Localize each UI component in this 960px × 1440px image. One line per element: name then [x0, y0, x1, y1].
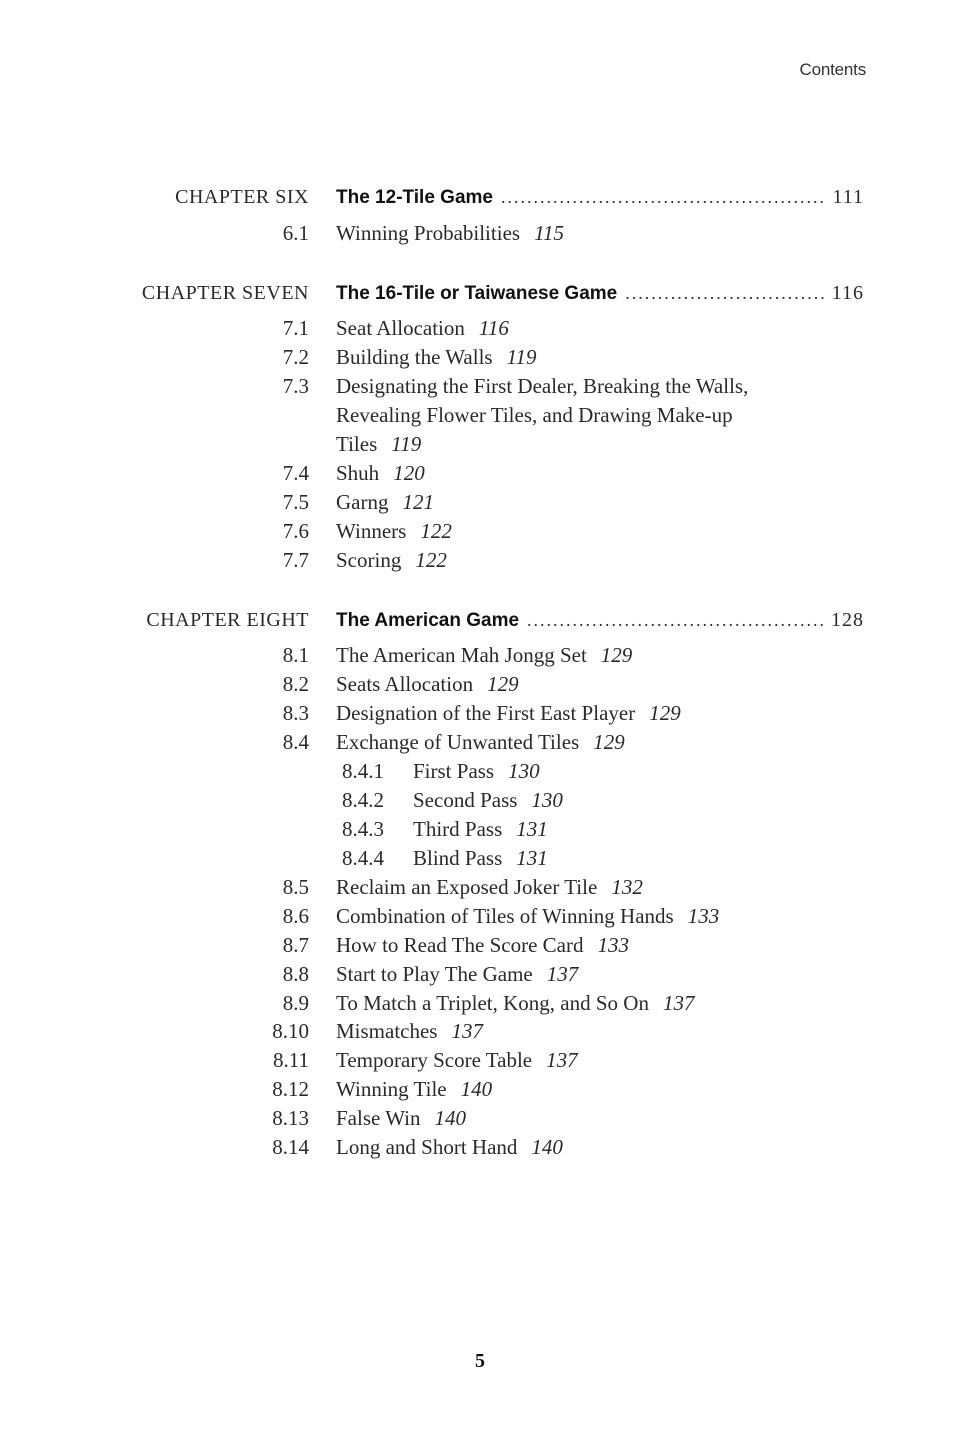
subsection-page: 131	[516, 817, 548, 841]
section-title: Winning Probabilities	[336, 221, 521, 245]
section-title: Garng	[336, 490, 389, 514]
section-page: 133	[687, 904, 720, 928]
running-head: Contents	[799, 60, 866, 79]
subsection-title: Blind Pass	[413, 846, 503, 870]
section-number: 8.7	[282, 933, 309, 957]
subsection-title: Second Pass	[413, 788, 518, 812]
section-title: Designating the First Dealer, Breaking the Walls, Revealing Flower Tiles, and Drawing Make-up Tiles	[336, 374, 749, 456]
section-page: 133	[597, 933, 629, 957]
section-title: False Win	[336, 1106, 421, 1130]
section-number: 8.4	[282, 730, 309, 754]
section-title: Scoring	[336, 548, 402, 572]
section-page: 137	[662, 991, 695, 1015]
section-number: 8.1	[282, 643, 309, 667]
section-number: 7.1	[282, 316, 309, 340]
section-title: Designation of the First East Player	[336, 701, 636, 725]
section-number: 8.8	[282, 962, 309, 986]
subsection-page: 131	[516, 846, 548, 870]
subsection-number: 8.4.1	[342, 759, 384, 783]
section-title: The American Mah Jongg Set	[336, 643, 587, 667]
section-title: Combination of Tiles of Winning Hands	[336, 904, 674, 928]
section-page: 129	[487, 672, 519, 696]
section-number: 7.4	[282, 461, 309, 485]
section-title: Temporary Score Table	[336, 1048, 533, 1072]
section-title: Winning Tile	[336, 1077, 447, 1101]
chapter-label: CHAPTER SEVEN	[141, 282, 309, 304]
subsection-number: 8.4.3	[342, 817, 384, 841]
chapter-page: 116	[831, 282, 864, 304]
section-number: 8.14	[272, 1135, 309, 1159]
section-number: 7.5	[282, 490, 309, 514]
section-title: Start to Play The Game	[336, 962, 533, 986]
chapter-heading[interactable]	[0, 609, 960, 639]
chapter-label: CHAPTER EIGHT	[146, 609, 309, 631]
section-page: 119	[506, 345, 537, 369]
chapter-page: 111	[832, 186, 864, 208]
section-title: To Match a Triplet, Kong, and So On	[336, 991, 649, 1015]
section-number: 7.2	[282, 345, 309, 369]
section-number: 8.6	[282, 904, 309, 928]
section-number: 8.3	[282, 701, 309, 725]
section-title: Mismatches	[336, 1019, 438, 1043]
chapter-heading[interactable]	[0, 282, 960, 312]
section-number: 7.7	[282, 548, 309, 572]
chapter-title: The American Game	[336, 610, 520, 631]
section-title: Seats Allocation	[336, 672, 474, 696]
section-page: 115	[534, 221, 565, 245]
section-page: 129	[649, 701, 681, 725]
section-number: 8.11	[273, 1048, 309, 1072]
section-page: 140	[460, 1077, 493, 1101]
section-page: 129	[600, 643, 633, 667]
section-number: 8.5	[282, 875, 309, 899]
chapter-label: CHAPTER SIX	[175, 186, 309, 208]
page-number: 5	[475, 1350, 485, 1372]
dot-leader	[625, 283, 823, 304]
subsection-title: Third Pass	[413, 817, 503, 841]
section-number: 8.13	[272, 1106, 309, 1130]
section-page: 122	[415, 548, 447, 572]
section-number: 8.9	[282, 991, 309, 1015]
subsection-number: 8.4.2	[342, 788, 384, 812]
subsection-page: 130	[508, 759, 540, 783]
section-page: 116	[478, 316, 509, 340]
section-page: 132	[611, 875, 643, 899]
section-page: 137	[546, 1048, 578, 1072]
section-title: Long and Short Hand	[336, 1135, 518, 1159]
section-page: 140	[531, 1135, 563, 1159]
section-number: 7.6	[282, 519, 309, 543]
section-number: 8.12	[272, 1077, 309, 1101]
subsection-number: 8.4.4	[342, 846, 384, 870]
section-number: 8.10	[272, 1019, 309, 1043]
subsection-title: First Pass	[413, 759, 495, 783]
section-page: 120	[393, 461, 425, 485]
section-title: Reclaim an Exposed Joker Tile	[336, 875, 598, 899]
section-page: 122	[420, 519, 452, 543]
chapter-page: 128	[831, 609, 864, 631]
dot-leader	[501, 187, 824, 208]
section-page: 140	[434, 1106, 467, 1130]
section-page: 137	[546, 962, 579, 986]
section-title: Building the Walls	[336, 345, 493, 369]
subsection-page: 130	[531, 788, 563, 812]
chapter-title: The 16-Tile or Taiwanese Game	[336, 283, 618, 304]
section-title: Winners	[336, 519, 407, 543]
section-number: 7.3	[282, 374, 309, 398]
section-page: 137	[451, 1019, 483, 1043]
section-page: 129	[593, 730, 625, 754]
section-title: How to Read The Score Card	[336, 933, 584, 957]
section-page: 121	[402, 490, 434, 514]
section-number: 6.1	[282, 221, 309, 245]
chapter-heading[interactable]	[0, 186, 960, 216]
dot-leader	[527, 610, 823, 631]
section-title: Shuh	[336, 461, 380, 485]
section-page: 119	[391, 432, 422, 456]
section-title: Exchange of Unwanted Tiles	[336, 730, 580, 754]
chapter-title: The 12-Tile Game	[336, 187, 493, 208]
section-number: 8.2	[282, 672, 309, 696]
section-title: Seat Allocation	[336, 316, 465, 340]
